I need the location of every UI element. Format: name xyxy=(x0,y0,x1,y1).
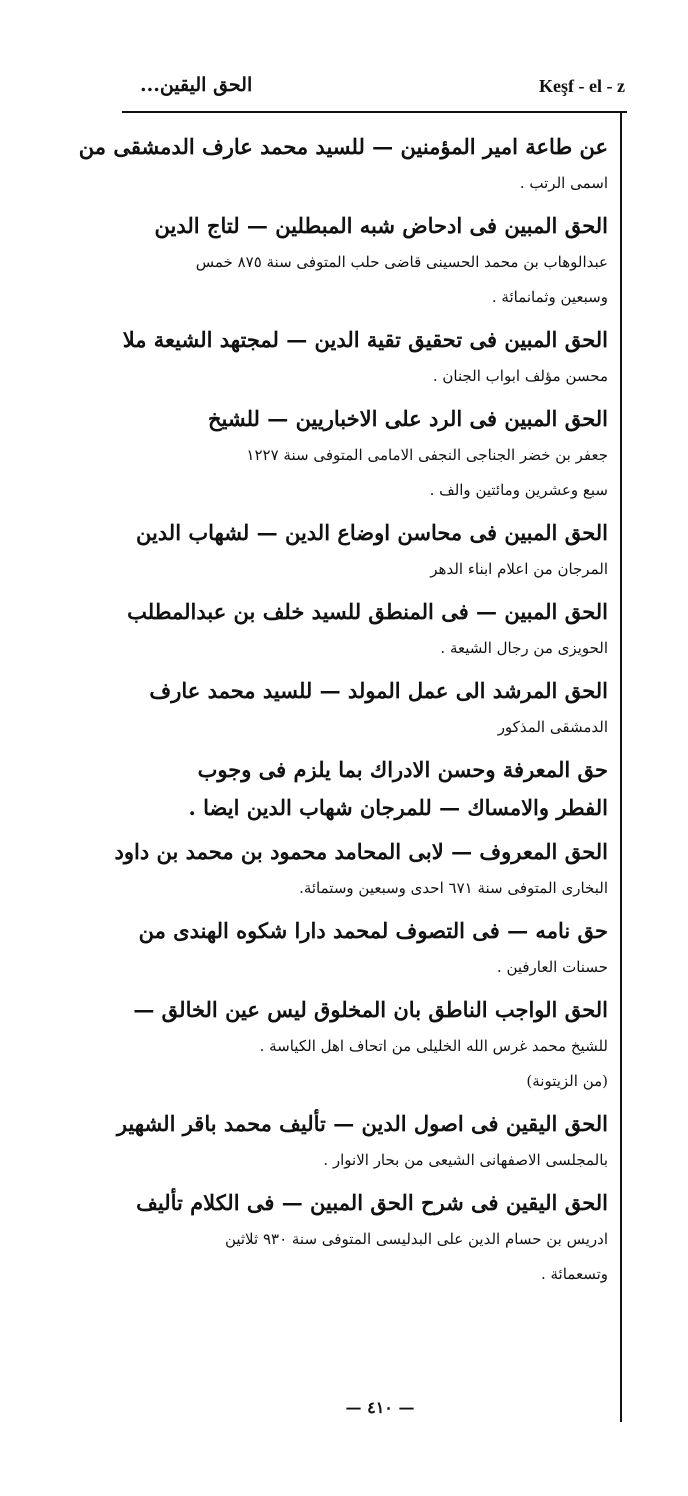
bibliography-entry xyxy=(136,1184,608,1292)
entry-detail-line: محسن مؤلف ابواب الجنان . xyxy=(432,367,608,385)
entry-detail-line: (من الزيتونة) xyxy=(526,1072,608,1090)
bibliography-entry xyxy=(133,991,608,1099)
entry-title-line: الحق الواجب الناطق بان المخلوق ليس عين الخالق — xyxy=(133,997,608,1022)
entry-detail-line: الفطر والامساك — للمرجان شهاب الدين ايضا . xyxy=(188,795,608,820)
bibliography-entry xyxy=(138,912,608,985)
entry-detail-line: سبع وعشرين ومائتين والف . xyxy=(429,481,608,499)
bibliography-entry xyxy=(150,207,608,315)
running-header xyxy=(120,72,625,102)
entry-title-line: الحق المبين — فى المنطق للسيد خلف بن عبدالمطلب xyxy=(127,599,608,624)
entry-detail-line: حسنات العارفين . xyxy=(496,958,608,976)
header-rule xyxy=(122,111,627,113)
entry-detail-line: المرجان من اعلام ابناء الدهر xyxy=(430,560,608,578)
entry-list xyxy=(78,128,608,1298)
entry-detail-line: عبدالوهاب بن محمد الحسينى قاضى حلب المتوفى سنة ٨٧٥ خمس xyxy=(195,253,608,271)
bibliography-entry xyxy=(127,593,608,666)
bibliography-entry xyxy=(150,751,608,827)
entry-title-line: الحق المبين فى الرد على الاخباريين — للشيخ xyxy=(207,406,608,431)
running-title-arabic: الحق اليقين... xyxy=(140,74,253,96)
entry-detail-line: اسمى الرتب . xyxy=(519,174,608,192)
entry-title-line: الحق المعروف — لابى المحامد محمود بن محمد بن داود xyxy=(114,839,608,864)
entry-title-line: عن طاعة امير المؤمنين — للسيد محمد عارف الدمشقى من xyxy=(78,134,608,159)
bibliography-entry xyxy=(114,833,608,906)
entry-detail-line: الحويزى من رجال الشيعة . xyxy=(440,639,608,657)
bibliography-entry xyxy=(135,514,608,587)
entry-detail-line: للشيخ محمد غرس الله الخليلى من اتحاف اهل الكياسة . xyxy=(259,1037,608,1055)
entry-title-line: حق نامه — فى التصوف لمحمد دارا شكوه الهندى من xyxy=(138,918,608,943)
entry-detail-line: وتسعمائة . xyxy=(540,1265,608,1283)
entry-detail-line: ادريس بن حسام الدين على البدليسى المتوفى سنة ٩٣٠ ثلاثين xyxy=(224,1230,608,1248)
entry-title-line: الحق المرشد الى عمل المولد — للسيد محمد عارف xyxy=(149,678,608,703)
entry-detail-line: وسبعين وثمانمائة . xyxy=(491,288,608,306)
margin-rule xyxy=(620,112,622,1422)
entry-title-line: الحق اليقين فى اصول الدين — تأليف محمد باقر الشهير xyxy=(116,1111,608,1136)
entry-title-line: حق المعرفة وحسن الادراك بما يلزم فى وجوب xyxy=(197,757,608,782)
bibliography-entry xyxy=(150,400,608,508)
page-number: — ٤١٠ — xyxy=(345,1398,415,1417)
bibliography-entry xyxy=(78,128,608,201)
entry-detail-line: البخارى المتوفى سنة ٦٧١ احدى وسبعين وستمائة. xyxy=(299,879,608,897)
entry-title-line: الحق اليقين فى شرح الحق المبين — فى الكلام تأليف xyxy=(136,1190,608,1215)
entry-title-line: الحق المبين فى تحقيق تقية الدين — لمجتهد الشيعة ملا xyxy=(122,327,608,352)
bibliography-entry xyxy=(122,321,608,394)
entry-detail-line: جعفر بن خضر الجناجى النجفى الامامى المتوفى سنة ١٢٢٧ xyxy=(246,446,608,464)
bibliography-entry xyxy=(150,672,608,745)
entry-detail-line: بالمجلسى الاصفهانى الشيعى من بحار الانوار . xyxy=(323,1151,608,1169)
entry-detail-line: الدمشقى المذكور xyxy=(497,718,608,736)
bibliography-entry xyxy=(116,1105,608,1178)
running-title-latin: Keşf - el - z xyxy=(539,76,625,96)
entry-title-line: الحق المبين فى محاسن اوضاع الدين — لشهاب الدين xyxy=(135,520,608,545)
entry-title-line: الحق المبين فى ادحاض شبه المبطلين — لتاج الدين xyxy=(154,213,608,238)
